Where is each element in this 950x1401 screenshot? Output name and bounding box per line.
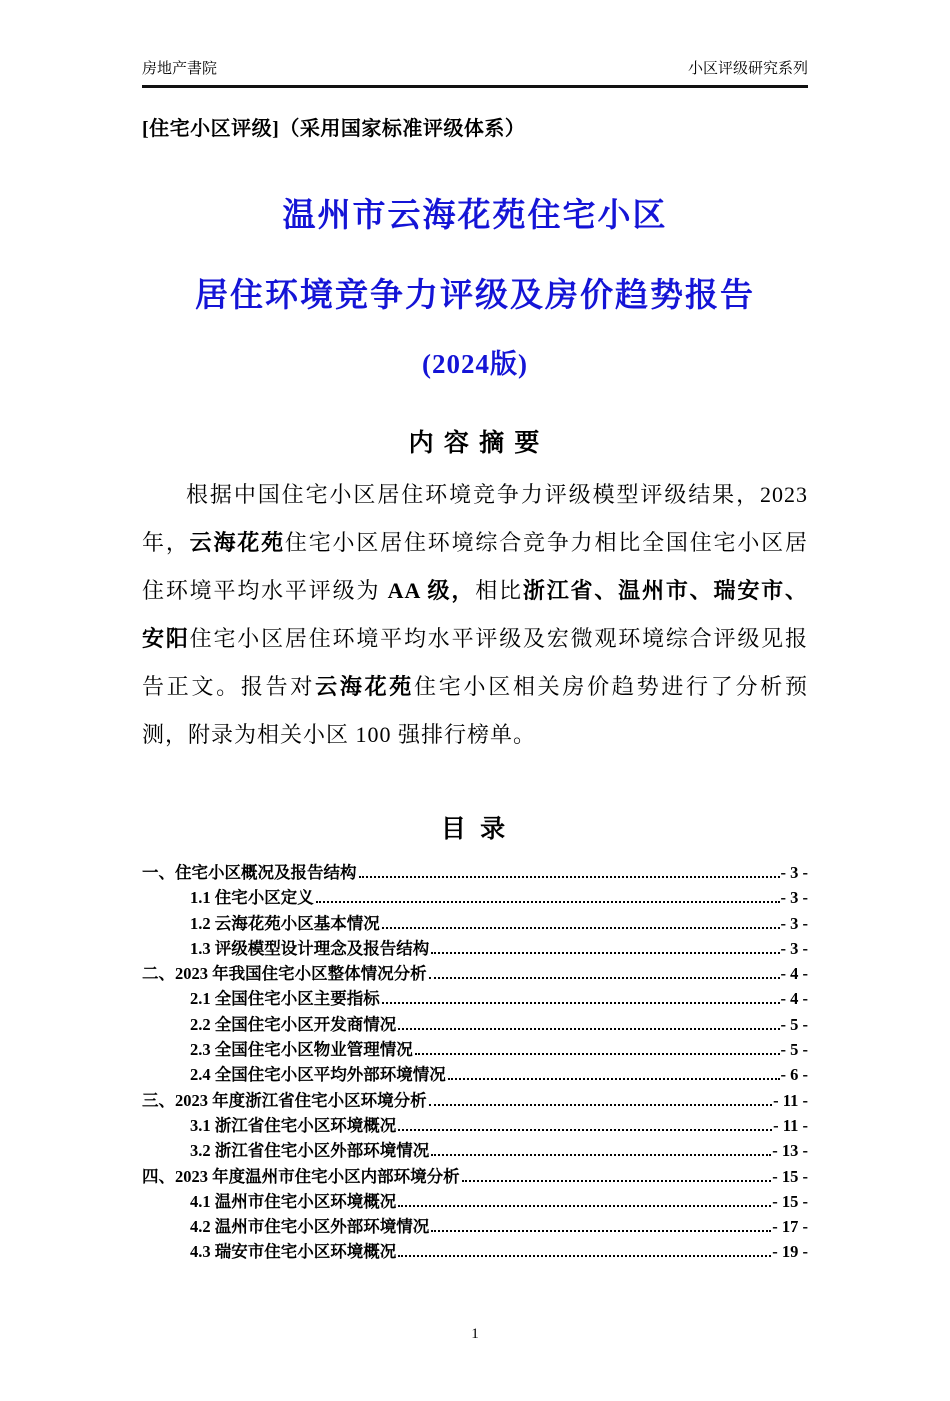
toc-entry-label: 4.3 瑞安市住宅小区环境概况 <box>190 1242 397 1262</box>
toc-entry-page: - 5 - <box>780 1040 808 1060</box>
toc-entry[interactable] <box>142 1238 808 1263</box>
toc-entry-label: 1.2 云海花苑小区基本情况 <box>190 913 380 933</box>
report-title-line2: 居住环境竞争力评级及房价趋势报告 <box>195 278 755 314</box>
toc-entry-page: - 3 - <box>780 863 808 882</box>
rating-system-note: [住宅小区评级]（采用国家标准评级体系） <box>142 118 526 140</box>
toc-entry[interactable] <box>142 1011 808 1036</box>
title-block <box>142 189 808 381</box>
toc-entry[interactable] <box>142 1087 808 1112</box>
toc-entry-label: 2.4 全国住宅小区平均外部环境情况 <box>190 1065 446 1085</box>
toc-dot-leader <box>398 1255 771 1257</box>
toc-entry-page: - 11 - <box>773 1090 808 1110</box>
toc-entry-label: 一、住宅小区概况及报告结构 <box>142 863 357 882</box>
summary-segment: 住宅小区居住环境平均水平评级及宏微观环境综合评级见报告正文。报告对 <box>142 626 808 699</box>
toc-dot-leader <box>398 1205 771 1207</box>
summary-segment-bold: AA 级， <box>387 578 476 603</box>
toc-dot-leader <box>382 927 780 929</box>
toc-entry[interactable] <box>142 985 808 1010</box>
toc-entry-page: - 3 - <box>780 913 808 933</box>
toc-dot-leader <box>415 1053 780 1055</box>
toc-entry-page: - 19 - <box>772 1242 808 1262</box>
toc-entry-label: 1.3 评级模型设计理念及报告结构 <box>190 938 430 958</box>
toc-dot-leader <box>431 1154 771 1156</box>
toc-entry[interactable] <box>142 1137 808 1162</box>
toc-entry-label: 三、2023 年度浙江省住宅小区环境分析 <box>142 1090 427 1110</box>
toc-entry-label: 4.2 温州市住宅小区外部环境情况 <box>190 1217 430 1237</box>
toc-entry-page: - 5 - <box>780 1014 808 1034</box>
summary-segment-bold: 浙江省、温州市、瑞安市、安阳 <box>142 578 808 651</box>
summary-heading: 内 容 摘 要 <box>408 430 542 457</box>
toc-entry[interactable] <box>142 1112 808 1137</box>
toc-entry-label: 3.1 浙江省住宅小区环境概况 <box>190 1115 397 1135</box>
toc-dot-leader <box>398 1028 779 1030</box>
toc-entry-page: - 15 - <box>772 1166 808 1186</box>
toc-entry-page: - 6 - <box>780 1065 808 1085</box>
toc-entry[interactable] <box>142 1213 808 1238</box>
toc-entry-page: - 3 - <box>780 888 808 908</box>
toc-entry-page: - 3 - <box>780 938 808 958</box>
toc-entry-page: - 15 - <box>772 1191 808 1211</box>
toc-entry[interactable] <box>142 1036 808 1061</box>
toc-heading: 目 录 <box>440 816 510 843</box>
toc-dot-leader <box>382 1002 780 1004</box>
toc-entry[interactable] <box>142 859 808 884</box>
toc-dot-leader <box>316 901 780 903</box>
toc-entry-label: 4.1 温州市住宅小区环境概况 <box>190 1191 397 1211</box>
toc-dot-leader <box>429 1104 773 1106</box>
page-number: 1 <box>471 1326 479 1342</box>
toc-entry-label: 3.2 浙江省住宅小区外部环境情况 <box>190 1141 430 1161</box>
toc-entry-page: - 11 - <box>773 1115 808 1135</box>
report-edition: (2024版) <box>422 349 528 379</box>
toc-dot-leader <box>359 876 780 878</box>
summary-segment: 相比 <box>475 578 523 603</box>
toc-entry[interactable] <box>142 935 808 960</box>
summary-segment-bold: 云海花苑 <box>189 530 285 555</box>
summary-segment: 根据中国住宅小区居住环境竞争力评级模型评级结果，2023 年， <box>142 482 808 555</box>
running-header <box>142 57 808 88</box>
toc-entry-label: 2.3 全国住宅小区物业管理情况 <box>190 1040 413 1060</box>
toc-entry[interactable] <box>142 910 808 935</box>
toc-dot-leader <box>398 1129 772 1131</box>
toc-entry-page: - 4 - <box>780 989 808 1009</box>
toc-entry-label: 2.1 全国住宅小区主要指标 <box>190 989 380 1009</box>
summary-segment: 住宅小区居住环境综合竞争力相比全国住宅小区居住环境平均水平评级为 <box>142 530 808 603</box>
toc-dot-leader <box>462 1180 772 1182</box>
toc-entry[interactable] <box>142 1163 808 1188</box>
toc-entry[interactable] <box>142 884 808 909</box>
toc-entry-label: 二、2023 年我国住宅小区整体情况分析 <box>142 964 427 984</box>
report-cover-page <box>0 57 950 1401</box>
toc-entry-label: 1.1 住宅小区定义 <box>190 888 314 908</box>
toc-entry-label: 四、2023 年度温州市住宅小区内部环境分析 <box>142 1166 460 1186</box>
toc-dot-leader <box>448 1078 780 1080</box>
toc-dot-leader <box>429 977 780 979</box>
header-left-publisher: 房地产書院 <box>142 61 218 77</box>
summary-segment-bold: 云海花苑 <box>315 674 415 699</box>
toc-dot-leader <box>431 952 779 954</box>
toc-entry-page: - 13 - <box>772 1141 808 1161</box>
summary-segment: 住宅小区相关房价趋势进行了分析预测，附录为相关小区 100 强排行榜单。 <box>142 674 808 747</box>
toc-entry-page: - 4 - <box>780 964 808 984</box>
toc-dot-leader <box>431 1230 771 1232</box>
toc-entry[interactable] <box>142 960 808 985</box>
toc-entry-page: - 17 - <box>772 1217 808 1237</box>
report-title-line1: 温州市云海花苑住宅小区 <box>282 198 668 234</box>
toc-entry[interactable] <box>142 1188 808 1213</box>
toc-entry-label: 2.2 全国住宅小区开发商情况 <box>190 1014 397 1034</box>
header-right-series: 小区评级研究系列 <box>687 61 808 77</box>
summary-paragraph <box>142 471 808 759</box>
toc-list <box>142 859 808 1264</box>
toc-entry[interactable] <box>142 1061 808 1086</box>
